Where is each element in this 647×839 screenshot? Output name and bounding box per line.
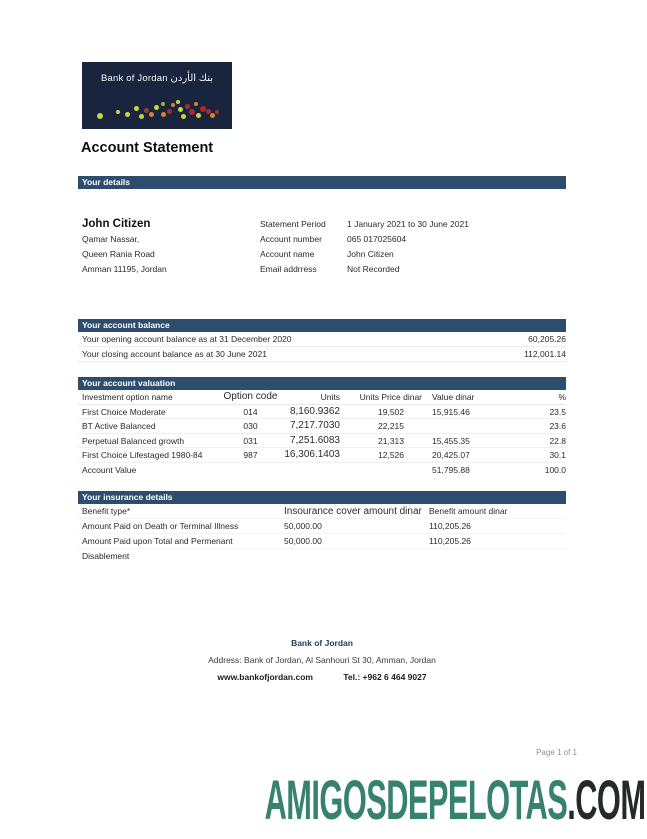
valuation-header-row <box>78 390 566 405</box>
cell-option-name: Perpetual Balanced growth <box>82 435 185 446</box>
valuation-table-row <box>78 419 566 434</box>
field-label: Statement Period <box>260 219 326 229</box>
cell-units: 7,217.7030 <box>289 420 340 431</box>
cell-value-dinar: 15,455.35 <box>432 435 470 446</box>
valuation-table-row <box>78 405 566 420</box>
section-header-account-balance: Your account balance <box>78 319 566 332</box>
cell-option-code: 031 <box>243 435 258 446</box>
balance-value: 60,205.26 <box>528 334 566 344</box>
insurance-table-row <box>78 534 566 549</box>
cell-benefit-amount: 110,205.26 <box>429 521 471 531</box>
column-header: Benefit amount dinar <box>429 506 508 516</box>
column-header: Investment option name <box>82 392 173 402</box>
bank-name-english: Bank of Jordan <box>100 73 168 84</box>
customer-name: John Citizen <box>82 218 151 230</box>
field-label: Account number <box>260 234 322 244</box>
valuation-total-row <box>78 463 566 478</box>
valuation-table <box>78 390 566 477</box>
insurance-table-row <box>78 549 566 564</box>
cell-option-name: First Choice Moderate <box>82 406 166 417</box>
section-header-your-details: Your details <box>78 176 566 189</box>
cell-units-price: 22,215 <box>378 421 404 431</box>
field-email-address <box>260 262 469 277</box>
cell-percent: 30.1 <box>549 450 566 460</box>
cell-cover-amount: 50,000.00 <box>284 536 322 546</box>
cell-cover-amount <box>284 549 429 564</box>
cell-value-dinar: 51,795.88 <box>432 464 470 475</box>
column-header: Insourance cover amount dinar <box>284 506 422 517</box>
customer-address-line: Queen Rania Road <box>82 249 155 259</box>
cell-option-code <box>223 463 278 478</box>
customer-address-line: Qamar Nassar, <box>82 234 140 244</box>
balance-label: Your opening account balance as at 31 December 2020 <box>82 334 292 344</box>
column-header: % <box>558 392 566 402</box>
cell-option-name: Account Value <box>82 464 137 475</box>
column-header: Benefit type* <box>82 506 131 516</box>
balance-row-opening <box>78 332 566 347</box>
customer-address-line: Amman 11195, Jordan <box>82 264 167 274</box>
cell-value-dinar: 20,425.07 <box>432 450 470 460</box>
cell-benefit-type: Amount Paid upon Total and Permenant <box>82 536 233 546</box>
cell-percent: 100.0 <box>544 464 566 475</box>
watermark-text-main: AMIGOSDEPELOTAS <box>264 768 567 831</box>
cell-units <box>278 463 340 478</box>
footer-address: Address: Bank of Jordan, Al Sanhouri St 30, Amman, Jordan <box>208 655 436 665</box>
field-value: 065 017025604 <box>347 234 407 244</box>
valuation-table-row <box>78 448 566 463</box>
page-indicator: Page 1 of 1 <box>536 748 577 757</box>
insurance-table-row <box>78 519 566 534</box>
bank-of-jordan-logo <box>82 62 232 129</box>
cell-option-code: 014 <box>243 406 258 417</box>
field-label: Account name <box>260 249 315 259</box>
watermark-text-suffix: .COM <box>566 768 645 831</box>
footer-website-link[interactable]: www.bankofjordan.com <box>217 672 313 682</box>
cell-units: 8,160.9362 <box>289 405 340 417</box>
field-value: 1 January 2021 to 30 June 2021 <box>347 219 469 229</box>
logo-dots-icon <box>82 62 232 129</box>
footer-bank-name: Bank of Jordan <box>291 638 353 648</box>
insurance-table <box>78 504 566 564</box>
cell-cover-amount: 50,000.00 <box>284 521 322 531</box>
cell-benefit-type: Amount Paid on Death or Terminal Illness <box>82 521 239 531</box>
balance-row-closing <box>78 347 566 362</box>
cell-units-price: 12,526 <box>378 450 404 460</box>
field-label: Email addrress <box>260 264 317 274</box>
section-header-insurance-details: Your insurance details <box>78 491 566 504</box>
bank-name-arabic: بنك الأردن <box>170 73 214 84</box>
field-account-name <box>260 247 469 262</box>
column-header: Units Price dinar <box>359 392 422 402</box>
footer-contact-line <box>78 672 566 682</box>
cell-percent: 23.5 <box>549 406 566 417</box>
balance-label: Your closing account balance as at 30 June 2021 <box>82 349 267 359</box>
page-title: Account Statement <box>81 140 214 156</box>
customer-address-block <box>82 217 167 277</box>
cell-units: 16,306.1403 <box>284 449 340 460</box>
field-statement-period <box>260 217 469 232</box>
account-details-fields <box>260 217 469 277</box>
footer-phone: Tel.: +962 6 464 9027 <box>343 672 427 682</box>
column-header: Option code <box>223 391 278 402</box>
cell-option-name: First Choice Lifestaged 1980-84 <box>82 450 203 460</box>
cell-units-price: 19,502 <box>378 406 404 417</box>
column-header: Units <box>320 392 340 402</box>
insurance-header-row <box>78 504 566 519</box>
cell-percent: 23.6 <box>549 421 566 431</box>
valuation-table-row <box>78 434 566 449</box>
cell-units: 7,251.6083 <box>289 434 340 446</box>
cell-units-price: 21,313 <box>378 435 404 446</box>
section-header-account-valuation: Your account valuation <box>78 377 566 390</box>
cell-option-code: 030 <box>243 421 258 431</box>
balance-value: 112,001.14 <box>524 349 566 359</box>
cell-percent: 22.8 <box>549 435 566 446</box>
cell-option-name: BT Active Balanced <box>82 421 156 431</box>
field-value: Not Recorded <box>347 264 400 274</box>
cell-benefit-type: Disablement <box>82 551 130 561</box>
cell-value-dinar <box>422 419 512 433</box>
field-account-number <box>260 232 469 247</box>
cell-option-code: 987 <box>243 450 258 460</box>
field-value: John Citizen <box>347 249 394 259</box>
watermark-logo <box>264 768 645 831</box>
cell-benefit-amount <box>429 549 566 564</box>
column-header: Value dinar <box>432 392 475 402</box>
cell-units-price <box>340 463 422 478</box>
cell-benefit-amount: 110,205.26 <box>429 536 471 546</box>
cell-value-dinar: 15,915.46 <box>432 406 470 417</box>
